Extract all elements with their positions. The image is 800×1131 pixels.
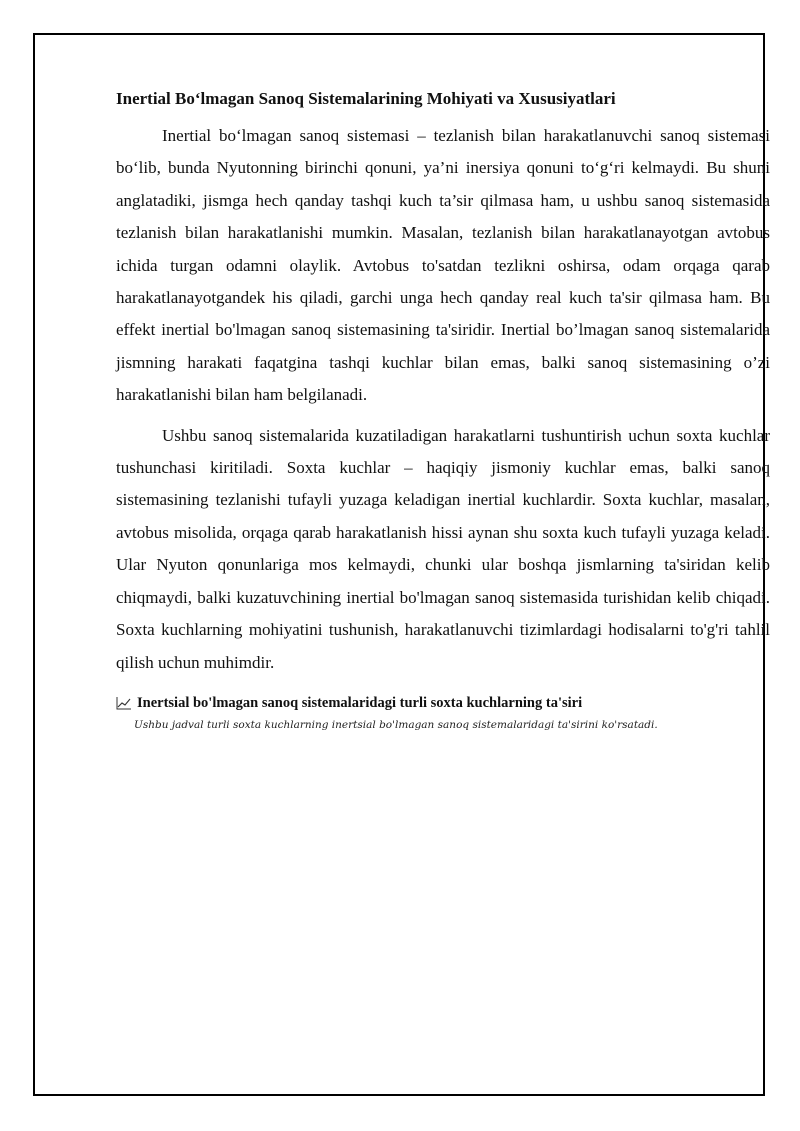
figure-caption: Ushbu jadval turli soxta kuchlarning inertsial bo'lmagan sanoq sistemalaridagi ta'sirini ko'rsatadi. xyxy=(134,718,658,731)
figure-heading xyxy=(116,693,770,713)
document-body xyxy=(116,88,770,733)
chart-line-icon xyxy=(116,696,132,710)
paragraph-1: Inertial bo‘lmagan sanoq sistemasi – tezlanish bilan harakatlanuvchi sanoq sistemasi bo‘lib, bunda Nyutonning birinchi qonuni, ya’ni inersiya qonuni to‘g‘ri kelmaydi. Bu shuni anglatadiki, jismga hech qanday tashqi kuch ta’sir qilmasa ham, u ushbu sanoq sistemasida tezlanish bilan harakatlanishi mumkin. Masalan, tezlanish bilan harakatlanayotgan avtobus ichida turgan odamni olaylik. Avtobus to'satdan tezlikni oshirsa, odam orqaga qarab harakatlanayotgandek his qiladi, garchi unga hech qanday real kuch ta'sir qilmasa ham. Bu effekt inertial bo'lmagan sanoq sistemasining ta'siridir. Inertial bo’lmagan sanoq sistemalarida jismning harakati faqatgina tashqi kuchlar bilan emas, balki sanoq sistemasining o’zi harakatlanishi bilan ham belgilanadi. xyxy=(116,126,770,405)
paragraph-2: Ushbu sanoq sistemalarida kuzatiladigan harakatlarni tushuntirish uchun soxta kuchlar tushunchasi kiritiladi. Soxta kuchlar – haqiqiy jismoniy kuchlar emas, balki sanoq sistemasining tezlanishi tufayli yuzaga keladigan inertial kuchlardir. Soxta kuchlar, masalan, avtobus misolida, orqaga qarab harakatlanish hissi aynan shu soxta kuch tufayli yuzaga keladi. Ular Nyuton qonunlariga mos kelmaydi, chunki ular boshqa jismlarning ta'siridan kelib chiqmaydi, balki kuzatuvchining inertial bo'lmagan sanoq sistemasida turishidan kelib chiqadi. Soxta kuchlarning mohiyatini tushunish, harakatlanuvchi tizimlardagi hodisalarni to'g'ri tahlil qilish uchun muhimdir. xyxy=(116,425,770,672)
document-title: Inertial Bo‘lmagan Sanoq Sistemalarining Mohiyati va Xususiyatlari xyxy=(116,89,616,108)
figure-title: Inertsial bo'lmagan sanoq sistemalaridagi turli soxta kuchlarning ta'siri xyxy=(137,694,583,711)
